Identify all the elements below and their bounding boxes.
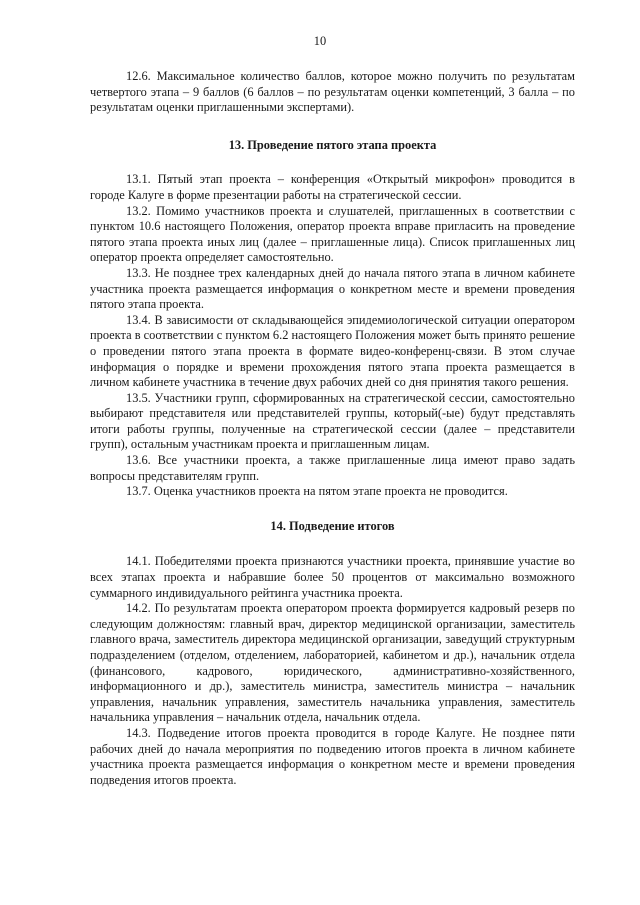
paragraph-13-6: 13.6. Все участники проекта, а также приглашенные лица имеют право задать вопросы представителям групп. xyxy=(90,453,575,483)
paragraph-13-4: 13.4. В зависимости от складывающейся эпидемиологической ситуации оператором проекта в соответствии с пунктом 6.2 настоящего Положения может быть принято решение о проведении пятого этапа проекта в формате видео-конференц-связи. В этом случае информация о порядке и времени прохождения пятого этапа проекта размещается в личном кабинете участника в течение двух рабочих дней со дня принятия такого решения. xyxy=(90,312,575,390)
paragraph-13-3: 13.3. Не позднее трех календарных дней до начала пятого этапа в личном кабинете участника проекта размещается информация о конкретном месте и времени проведения пятого этапа проекта. xyxy=(90,265,575,312)
paragraph-13-5: 13.5. Участники групп, сформированных на стратегической сессии, самостоятельно выбирают представителя или представителей группы, который(-ые) будут представлять итоги работы группы, полученные на стратегической сессии (далее – представители групп), остальным участникам проекта и приглашенным лицам. xyxy=(90,390,575,452)
document-body xyxy=(90,69,575,788)
paragraph-13-7: 13.7. Оценка участников проекта на пятом этапе проекта не проводится. xyxy=(126,484,508,499)
page-number: 10 xyxy=(313,34,327,48)
paragraph-14-1: 14.1. Победителями проекта признаются участники проекта, принявшие участие во всех этапах проекта и набравшие более 50 процентов от максимально возможного суммарного индивидуального рейтинга участника проекта. xyxy=(90,554,575,600)
paragraph-13-2: 13.2. Помимо участников проекта и слушателей, приглашенных в соответствии с пунктом 10.6 настоящего Положения, оператор проекта вправе пригласить на проведение пятого этапа проекта иных лиц (далее – приглашенные лица). Список приглашенных лиц оператор проекта определяет самостоятельно. xyxy=(90,203,575,265)
paragraph-13-1: 13.1. Пятый этап проекта – конференция «Открытый микрофон» проводится в городе Калуге в форме презентации работы на стратегической сессии. xyxy=(90,172,575,202)
paragraph-14-3: 14.3. Подведение итогов проекта проводится в городе Калуге. Не позднее пяти рабочих дней до начала мероприятия по подведению итогов проекта в личном кабинете участника проекта размещается информация о конкретном месте и времени проведения подведения итогов проекта. xyxy=(90,725,575,787)
paragraph-14-2: 14.2. По результатам проекта оператором проекта формируется кадровый резерв по следующим должностям: главный врач, директор медицинской организации, заместитель главного врача, заместитель директора медицинской организации, заведущий структурным подразделением (отделом, отделением, лабораторией, кабинетом и др.), начальник отдела (финансового, кадрового, юридического, административно-хозяйственного, информационного и др.), заместитель министра, заместитель министра – начальник управления, начальник управления, заместитель начальника управления, заместитель начальника управления – начальник отдела, начальник отдела. xyxy=(90,601,575,725)
paragraph-12-6: 12.6. Максимальное количество баллов, которое можно получить по результатам четвертого этапа – 9 баллов (6 баллов – по результатам оценки компетенций, 3 балла – по результатам оценки приглашенными экспертами). xyxy=(90,69,575,115)
section-13-heading: 13. Проведение пятого этапа проекта xyxy=(228,137,437,152)
section-14-heading: 14. Подведение итогов xyxy=(270,518,395,533)
